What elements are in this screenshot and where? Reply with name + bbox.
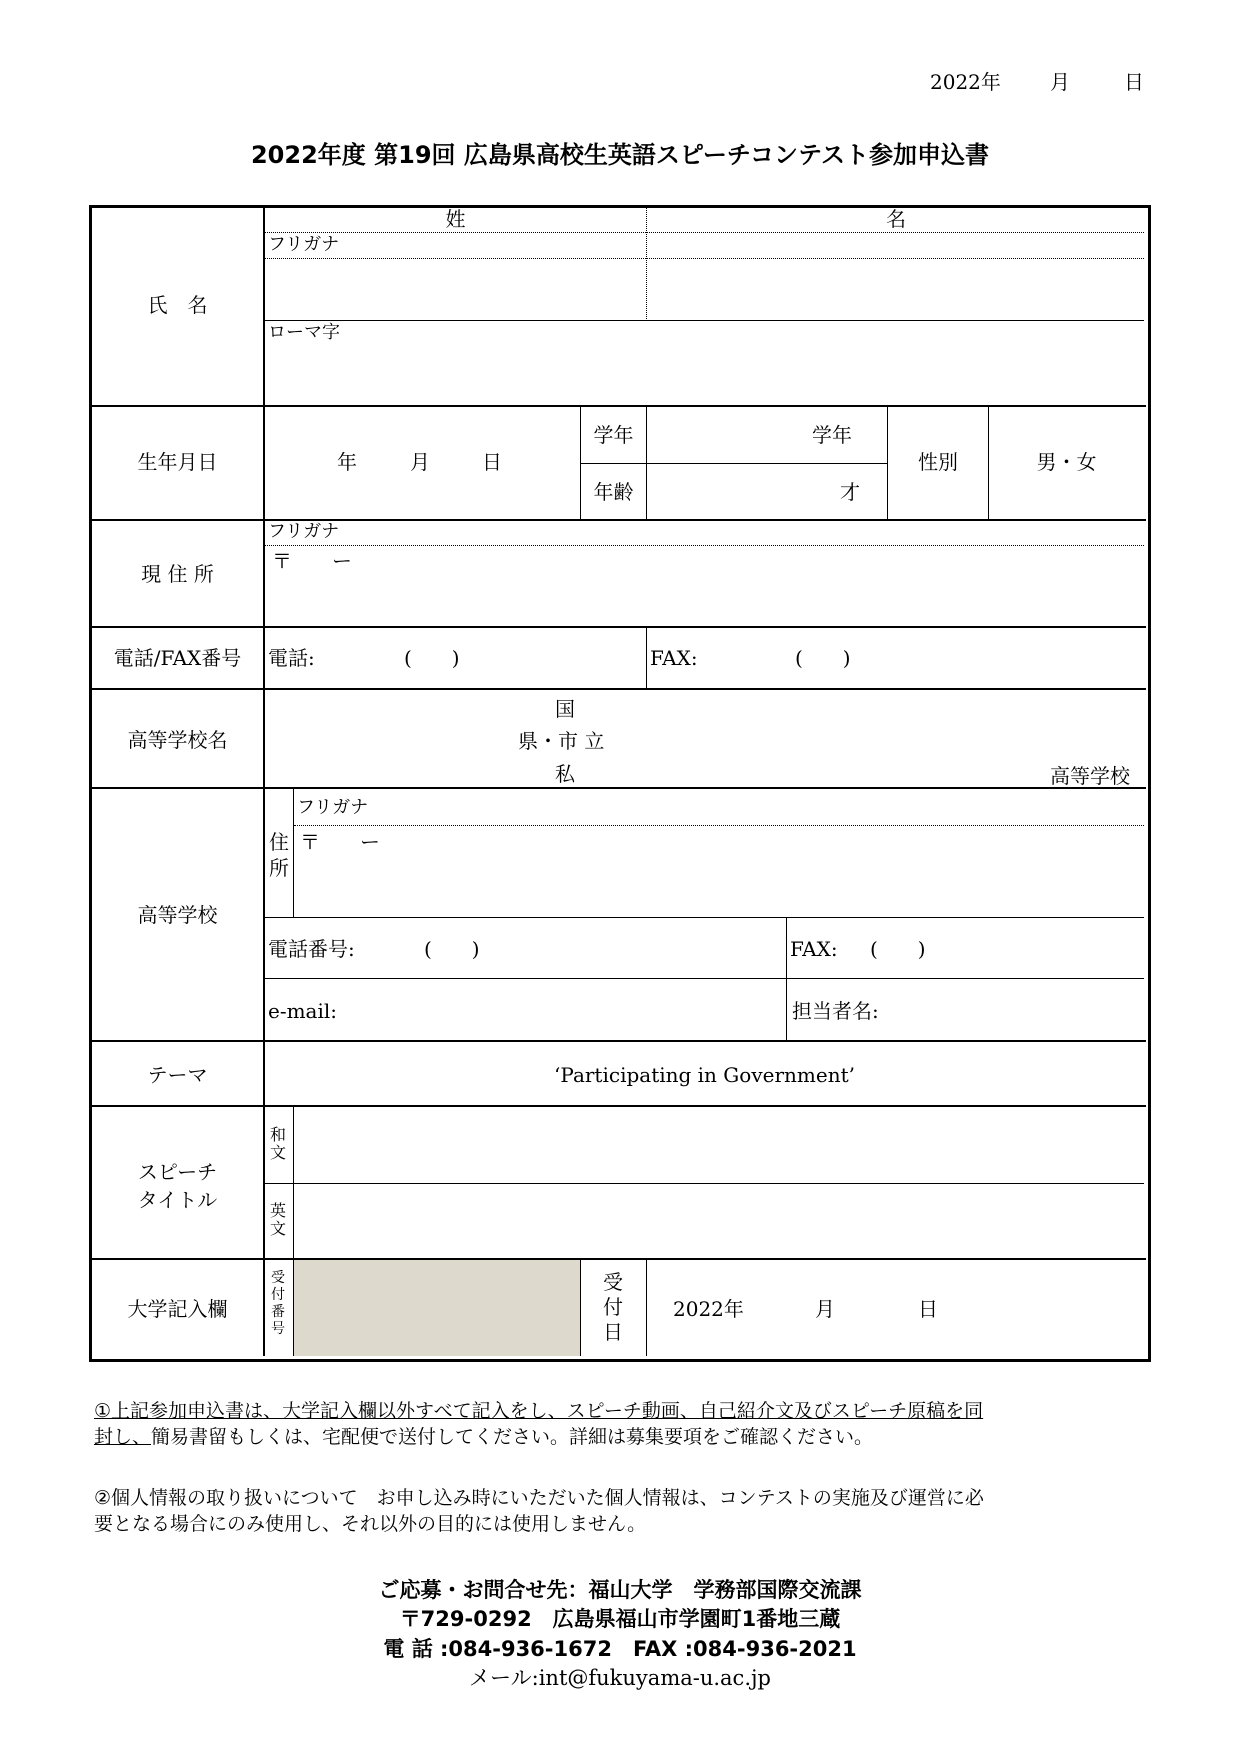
tel-label: 電話:	[268, 646, 315, 670]
contact-email[interactable]: メール:int@fukuyama-u.ac.jp	[469, 1666, 771, 1690]
romaji-input[interactable]	[268, 346, 1138, 402]
surname-input[interactable]	[265, 259, 644, 319]
address-furigana-label: フリガナ	[268, 521, 340, 542]
address-input[interactable]	[268, 575, 1138, 623]
tel-parens: ( )	[404, 646, 460, 670]
date-month: 月	[1050, 70, 1070, 94]
speech-title-japanese-input[interactable]	[296, 1109, 1142, 1181]
school-name-label: 高等学校名	[127, 728, 228, 752]
school-type-national[interactable]: 国	[555, 697, 575, 721]
receipt-number-shaded-cell	[294, 1260, 580, 1356]
date-year: 2022年	[930, 70, 1001, 94]
name-label: 氏 名	[147, 293, 208, 317]
school-contact-label: 担当者名:	[792, 999, 879, 1023]
speech-title-japanese-label: 和文	[269, 1125, 286, 1162]
theme-value: ‘Participating in Government’	[554, 1063, 855, 1087]
grade-label: 学年	[593, 423, 634, 447]
speech-title-english-label: 英文	[269, 1201, 286, 1238]
contact-line-2: 〒729-0292 広島県福山市学園町1番地三蔵	[399, 1607, 841, 1631]
speech-title-english-input[interactable]	[296, 1185, 1142, 1256]
school-tel-parens: ( )	[424, 937, 480, 961]
school-fax-label: FAX:	[790, 937, 838, 961]
date-day: 日	[1124, 70, 1144, 94]
address-postal: 〒 ー	[272, 549, 352, 573]
name-furigana-label: フリガナ	[268, 234, 340, 255]
note-1-line-1: ①上記参加申込書は、大学記入欄以外すべて記入をし、スピーチ動画、自己紹介文及びスピーチ原稿を同	[94, 1400, 984, 1422]
romaji-label: ローマ字	[268, 322, 340, 343]
age-unit: 才	[840, 480, 860, 504]
birth-year-unit: 年	[337, 450, 357, 474]
age-label: 年齢	[593, 480, 634, 504]
school-type-public[interactable]: 県・市 立	[518, 729, 605, 753]
school-fax-parens: ( )	[870, 937, 926, 961]
receipt-date-month: 月	[815, 1297, 835, 1321]
school-address-label-2: 所	[269, 856, 289, 880]
speech-title-label-line1: スピーチ	[137, 1160, 218, 1184]
birth-day-unit: 日	[482, 450, 502, 474]
school-label: 高等学校	[137, 903, 218, 927]
given-name-header: 名	[886, 207, 906, 231]
school-furigana-label: フリガナ	[297, 797, 369, 818]
school-tel-label: 電話番号:	[268, 937, 355, 961]
gender-label: 性別	[918, 450, 958, 474]
gender-choice[interactable]: 男・女	[1036, 450, 1097, 474]
contact-line-1: ご応募・お問合せ先：福山大学 学務部国際交流課	[378, 1578, 862, 1602]
address-label: 現 住 所	[141, 562, 214, 586]
school-address-label-1: 住	[269, 830, 289, 854]
receipt-date-label: 受付日	[603, 1270, 623, 1344]
form-title: 2022年度 第19回 広島県高校生英語スピーチコンテスト参加申込書	[250, 141, 990, 169]
theme-label: テーマ	[147, 1063, 208, 1087]
school-type-private[interactable]: 私	[555, 762, 575, 786]
birthdate-label: 生年月日	[137, 450, 218, 474]
receipt-date-year: 2022年	[673, 1297, 744, 1321]
given-name-input[interactable]	[648, 259, 1142, 319]
contact-line-3: 電 話 :084-936-1672 FAX :084-936-2021	[383, 1637, 857, 1661]
receipt-number-label: 受付番号	[271, 1270, 285, 1337]
birth-month-unit: 月	[410, 450, 430, 474]
surname-header: 姓	[445, 207, 466, 231]
school-email-label: e-mail:	[268, 999, 338, 1023]
school-postal: 〒 ー	[300, 830, 380, 854]
university-use-label: 大学記入欄	[127, 1297, 228, 1321]
fax-label: FAX:	[650, 646, 698, 670]
receipt-date-day: 日	[918, 1297, 938, 1321]
note-2-line-1: ②個人情報の取り扱いについて お申し込み時にいただいた個人情報は、コンテストの実施及び運営に必	[94, 1487, 984, 1509]
fax-parens: ( )	[795, 646, 851, 670]
speech-title-label-line2: タイトル	[137, 1188, 218, 1212]
school-name-suffix: 高等学校	[1050, 764, 1130, 788]
note-1-line-2: 封し、簡易書留もしくは、宅配便で送付してください。詳細は募集要項をご確認ください。	[94, 1426, 874, 1448]
phone-fax-label: 電話/FAX番号	[113, 646, 242, 670]
grade-unit: 学年	[812, 423, 852, 447]
note-2-line-2: 要となる場合にのみ使用し、それ以外の目的には使用しません。	[94, 1513, 647, 1535]
